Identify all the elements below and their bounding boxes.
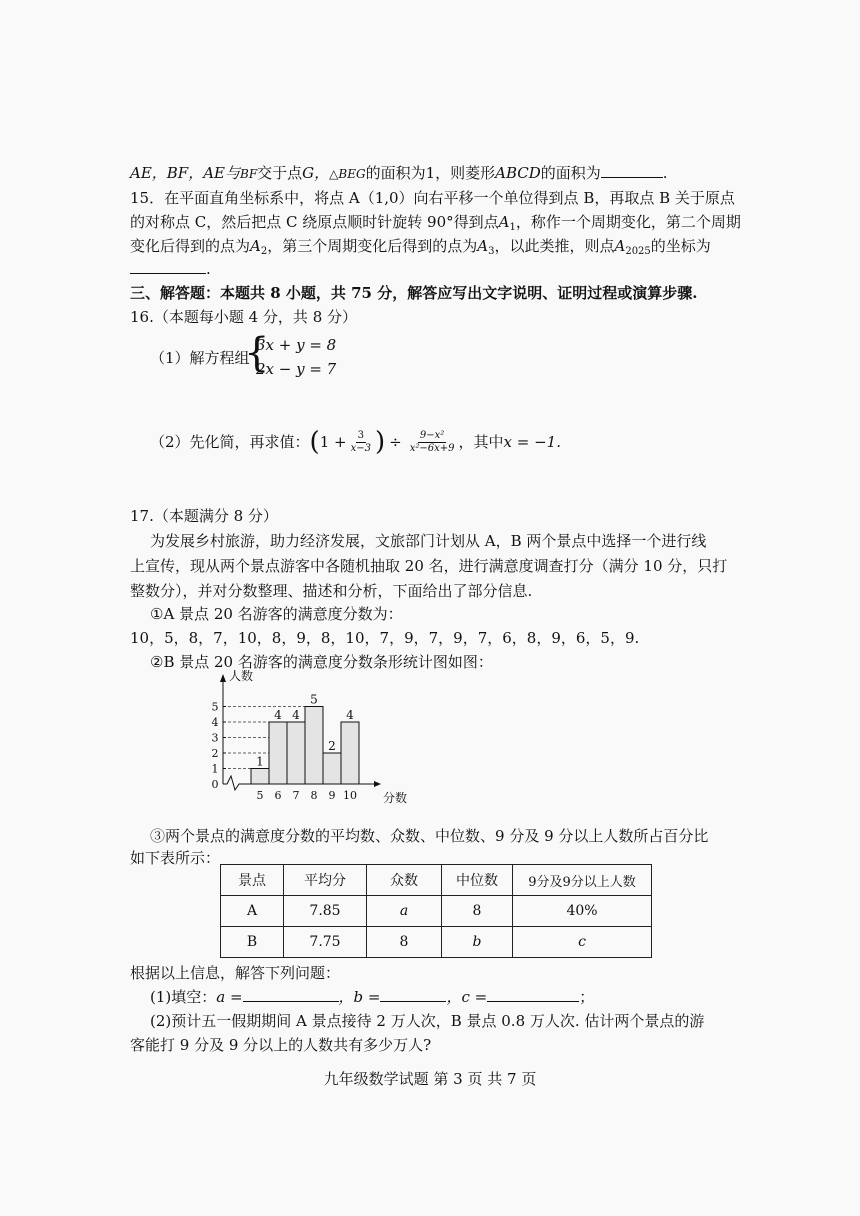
q14-text-3: 交于点: [257, 164, 303, 182]
score-bar-chart: [195, 664, 420, 814]
y-tick-label: 5: [211, 700, 219, 714]
table-cell: c: [513, 927, 652, 958]
fraction-1: [349, 430, 373, 455]
table-header-cell: 中位数: [442, 865, 513, 896]
q17-item-3b: 如下表所示：: [130, 849, 221, 867]
q17-item-1: ①A 景点 20 名游客的满意度分数为：: [150, 605, 403, 623]
q17-intro-1: 为发展乡村旅游，助力经济发展，文旅部门计划从 A，B 两个景点中选择一个进行线: [150, 532, 707, 550]
system-brace-icon: {: [244, 330, 270, 376]
x-axis-label: 分数: [383, 791, 408, 805]
q16-part2-value: x = −1.: [503, 433, 561, 451]
fraction-1-denominator: x−3: [350, 442, 371, 454]
fill-a-blank[interactable]: [243, 987, 339, 1002]
q17-item-1-data: 10，5，8，7，10，8，9，8，10，7，9，7，9，7，6，8，9，6，5，9.: [130, 629, 640, 647]
fill-b-label: ，b =: [338, 988, 381, 1006]
q17-intro-2: 上宣传，现从两个景点游客中各随机抽取 20 名，进行满意度调查打分（满分 10 分，只打: [130, 557, 728, 575]
q14-tail: AE，BF，AE与BF交于点G，△BEG的面积为1，则菱形ABCD的面积为 .: [130, 164, 668, 182]
q15-line3c: ，以此类推，则点: [494, 237, 615, 255]
page-footer: 九年级数学试题 第 3 页 共 7 页: [323, 1070, 537, 1088]
point-a3: A: [477, 237, 489, 255]
equation-2: 2x − y = 7: [256, 360, 337, 378]
q17-intro-3: 整数分），并对分数整理、描述和分析，下面给出了部分信息.: [130, 582, 533, 600]
table-header-cell: 平均分: [284, 865, 367, 896]
q17-after: 根据以上信息，解答下列问题：: [130, 964, 341, 982]
point-a1-sub: 1: [509, 222, 516, 233]
table-cell: 7.75: [284, 927, 367, 958]
q16-part2-tail: ，其中: [458, 433, 504, 451]
fill-c-blank[interactable]: [487, 987, 579, 1002]
fraction-2: [408, 430, 457, 455]
x-tick-label: 7: [292, 789, 300, 802]
q14-text-2: BF: [240, 167, 258, 181]
table-cell: 8: [442, 896, 513, 927]
y-tick-label: 3: [211, 731, 219, 745]
y-tick-label: 0: [211, 778, 219, 791]
point-a2025: A: [614, 237, 626, 255]
fill-a-label: a =: [216, 988, 243, 1006]
bar: [251, 769, 269, 785]
q17-item-3a: ③两个景点的满意度分数的平均数、众数、中位数、9 分及 9 分以上人数所占百分比: [150, 827, 709, 845]
q15-line3d: 的坐标为: [650, 237, 711, 255]
table-header-row: [221, 865, 652, 896]
y-tick-label: 4: [211, 716, 219, 729]
table-row: [221, 896, 652, 927]
bar: [269, 722, 287, 784]
q16-part2-label: （2）先化简，再求值：: [150, 433, 310, 451]
q14-text-4: G，: [302, 164, 330, 182]
q15-line-1: 15．在平面直角坐标系中，将点 A（1,0）向右平移一个单位得到点 B，再取点 B 关于原点: [130, 189, 735, 207]
q17-part2-line1: (2)预计五一假期期间 A 景点接待 2 万人次，B 景点 0.8 万人次. 估计两个景点的游: [150, 1012, 705, 1030]
bar: [305, 707, 323, 785]
y-tick-label: 1: [211, 762, 219, 776]
section-3-heading: 三、解答题：本题共 8 小题，共 75 分，解答应写出文字说明、证明过程或演算步骤.: [130, 284, 698, 302]
q15-line3a: 变化后得到的点为: [130, 237, 251, 255]
y-axis-arrow-icon: [220, 674, 226, 682]
q16-part2: [150, 424, 561, 460]
table-cell: 8: [367, 927, 442, 958]
q15-line2a: 的对称点 C，然后把点 C 绕原点顺时针旋转 90°得到点: [130, 213, 499, 231]
bar-data-label: 4: [274, 708, 282, 722]
bar-data-label: 4: [292, 708, 300, 722]
q14-answer-blank[interactable]: [601, 163, 663, 178]
table-row: [221, 927, 652, 958]
bar-data-label: 5: [310, 692, 318, 707]
division-sign: ÷: [389, 433, 402, 451]
x-tick-label: 9: [328, 789, 336, 802]
table-header-cell: 景点: [221, 865, 284, 896]
q17-item-2: ②B 景点 20 名游客的满意度分数条形统计图如图：: [150, 653, 493, 671]
x-axis-arrow-icon: [374, 781, 381, 787]
x-tick-label: 8: [310, 789, 318, 802]
table-cell: 7.85: [284, 896, 367, 927]
q15-answer-blank[interactable]: [130, 259, 206, 274]
x-tick-label: 6: [274, 789, 282, 802]
x-tick-label: 10: [343, 789, 357, 802]
q14-text-1: AE，BF，AE与: [130, 164, 240, 182]
x-tick-label: 5: [256, 789, 264, 802]
point-a1: A: [498, 213, 510, 231]
fraction-2-denominator: x²−6x+9: [409, 442, 455, 454]
table-cell: 40%: [513, 896, 652, 927]
q14-text-6: 的面积为1，则菱形: [365, 164, 496, 182]
bar-data-label: 1: [256, 754, 264, 769]
y-axis-label: 人数: [229, 669, 254, 683]
left-paren: (: [309, 427, 320, 457]
bar: [341, 722, 359, 784]
table-cell: b: [442, 927, 513, 958]
q15-line3b: ，第三个周期变化后得到的点为: [267, 237, 478, 255]
table-header-cell: 众数: [367, 865, 442, 896]
fill-label: (1)填空：: [150, 988, 217, 1006]
q17-header: 17.（本题满分 8 分）: [130, 507, 278, 525]
y-tick-label: 2: [211, 747, 219, 760]
point-a2-sub: 2: [260, 246, 268, 257]
bar: [323, 753, 341, 784]
q17-fill-line: [150, 986, 594, 1008]
q14-text-7: ABCD: [495, 164, 541, 182]
fill-b-blank[interactable]: [380, 987, 446, 1002]
bar-data-label: 2: [328, 739, 336, 753]
bar: [287, 722, 305, 784]
q17-part2-line2: 客能打 9 分及 9 分以上的人数共有多少万人?: [130, 1036, 432, 1054]
q16-header: 16.（本题每小题 4 分，共 8 分）: [130, 308, 358, 326]
q15-line2b: ，称作一个周期变化，第二个周期: [515, 213, 741, 231]
score-table: [220, 864, 652, 958]
table-header-cell: 9分及9分以上人数: [513, 865, 652, 896]
fraction-1-numerator: 3: [357, 429, 364, 441]
fill-c-label: ，c =: [446, 988, 488, 1006]
q15-line-3: [130, 235, 711, 263]
fraction-2-numerator: 9−x²: [419, 429, 445, 441]
point-a2025-sub: 2025: [625, 246, 651, 257]
table-cell: a: [367, 896, 442, 927]
point-a2: A: [250, 237, 261, 255]
point-a3-sub: 3: [488, 246, 495, 257]
equation-1: 3x + y = 8: [256, 336, 337, 354]
one-plus: 1 +: [319, 433, 347, 451]
bar-data-label: 4: [346, 708, 354, 722]
fill-end: ；: [579, 988, 595, 1006]
q15-answer-line: .: [130, 258, 211, 280]
q14-text-5: △BEG: [329, 167, 366, 181]
table-cell: B: [221, 927, 284, 958]
right-paren: ): [374, 427, 386, 457]
q14-text-8: 的面积为: [540, 164, 601, 182]
q16-part1-label: （1）解方程组: [150, 349, 250, 367]
table-cell: A: [221, 896, 284, 927]
